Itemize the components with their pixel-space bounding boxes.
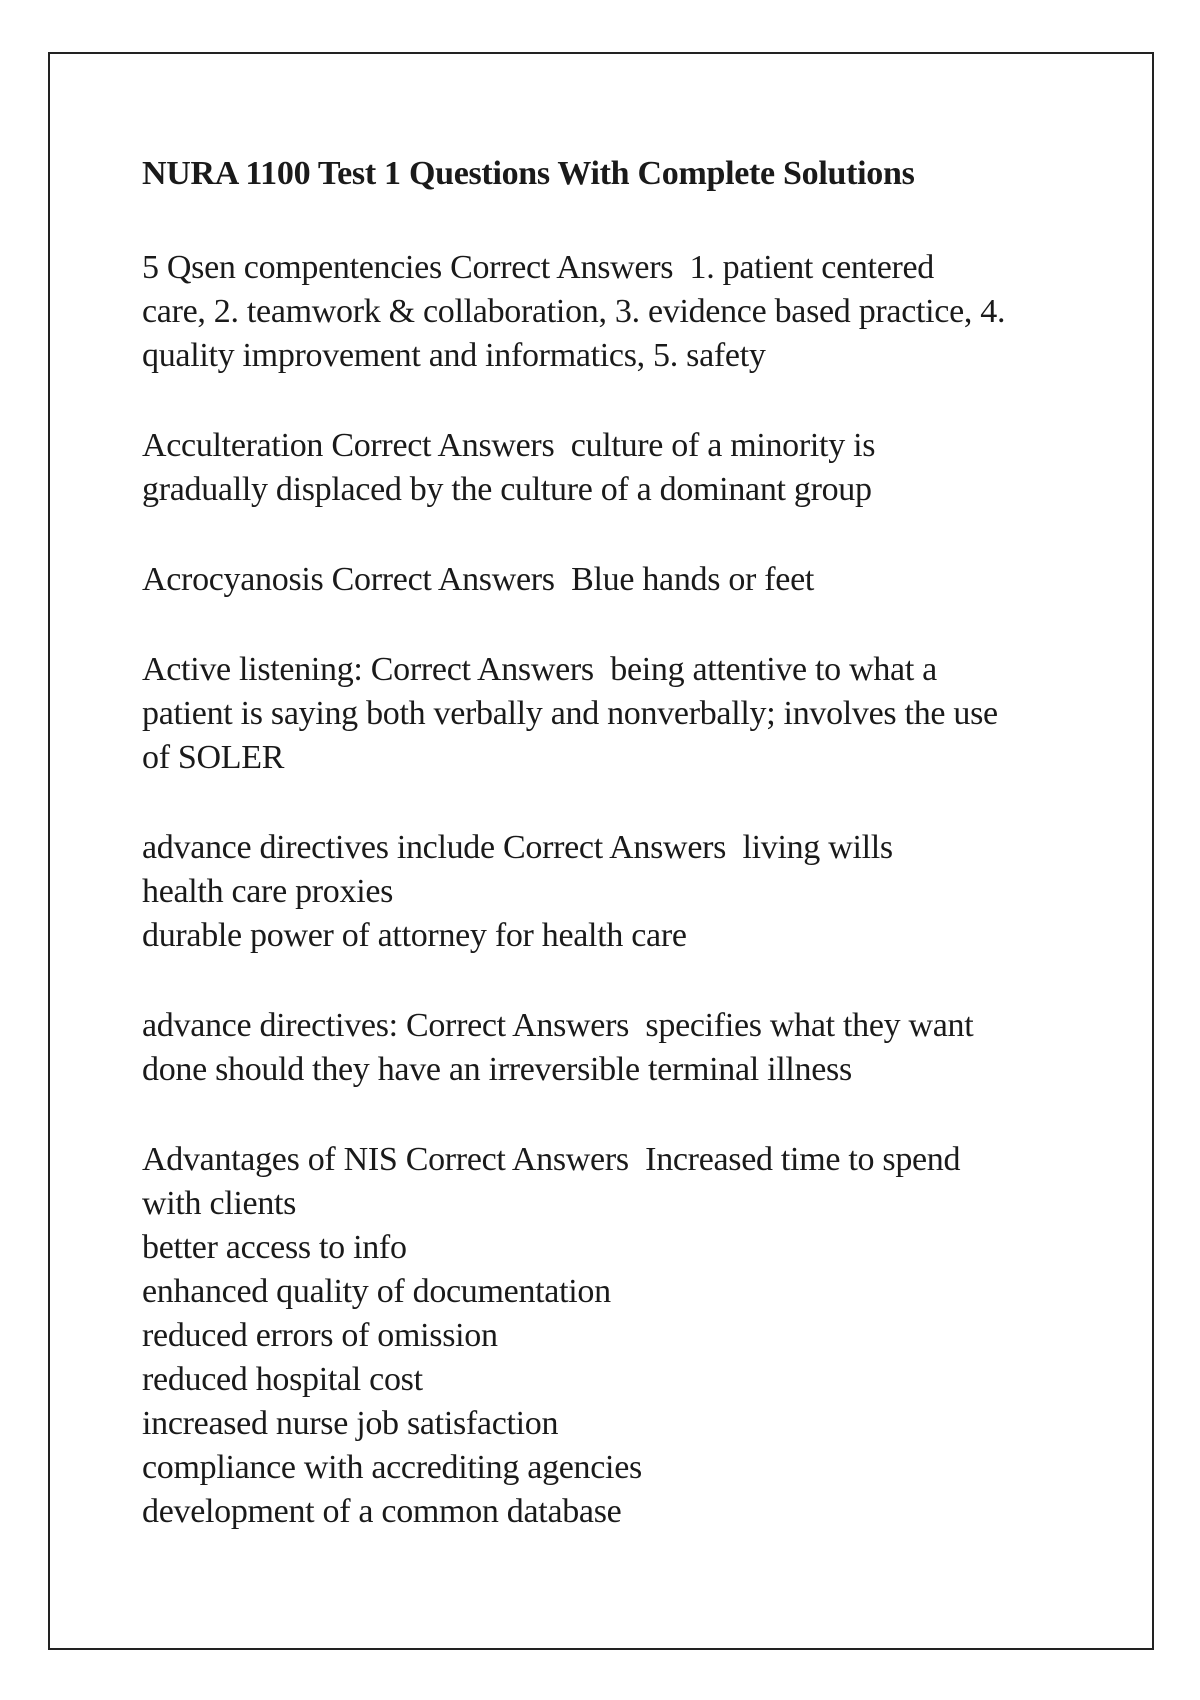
qa-entry-acculteration	[142, 424, 1082, 512]
qa-line: gradually displaced by the culture of a dominant group	[142, 471, 872, 508]
qa-line: of SOLER	[142, 739, 285, 776]
qa-line: advance directives include Correct Answers living wills	[142, 829, 893, 866]
qa-line: advance directives: Correct Answers specifies what they want	[142, 1007, 974, 1044]
qa-line: Acrocyanosis Correct Answers Blue hands or feet	[142, 561, 815, 598]
qa-line: durable power of attorney for health care	[142, 917, 687, 954]
qa-entry-acrocyanosis	[142, 558, 1082, 602]
qa-entry-advantages-of-nis	[142, 1138, 1082, 1534]
qa-line: Advantages of NIS Correct Answers Increased time to spend	[142, 1141, 961, 1178]
qa-line: done should they have an irreversible terminal illness	[142, 1051, 852, 1088]
qa-line: Acculteration Correct Answers culture of a minority is	[142, 427, 876, 464]
qa-entry-advance-directives	[142, 1004, 1082, 1092]
qa-line: 5 Qsen compentencies Correct Answers 1. patient centered	[142, 249, 935, 286]
qa-line: enhanced quality of documentation	[142, 1273, 611, 1310]
qa-entry-qsen	[142, 246, 1082, 378]
qa-line: development of a common database	[142, 1493, 622, 1530]
qa-line: patient is saying both verbally and nonverbally; involves the use	[142, 695, 998, 732]
qa-line: care, 2. teamwork & collaboration, 3. evidence based practice, 4.	[142, 293, 1006, 330]
qa-line: Active listening: Correct Answers being attentive to what a	[142, 651, 937, 688]
document-title: NURA 1100 Test 1 Questions With Complete Solutions	[142, 155, 915, 192]
qa-entry-active-listening	[142, 648, 1082, 780]
qa-line: better access to info	[142, 1229, 407, 1266]
document-body	[142, 152, 1082, 1580]
qa-line: health care proxies	[142, 873, 394, 910]
qa-entry-advance-directives-include	[142, 826, 1082, 958]
qa-line: with clients	[142, 1185, 297, 1222]
qa-line: reduced hospital cost	[142, 1361, 423, 1398]
qa-line: increased nurse job satisfaction	[142, 1405, 559, 1442]
qa-line: compliance with accrediting agencies	[142, 1449, 642, 1486]
qa-line: reduced errors of omission	[142, 1317, 498, 1354]
qa-line: quality improvement and informatics, 5. safety	[142, 337, 766, 374]
